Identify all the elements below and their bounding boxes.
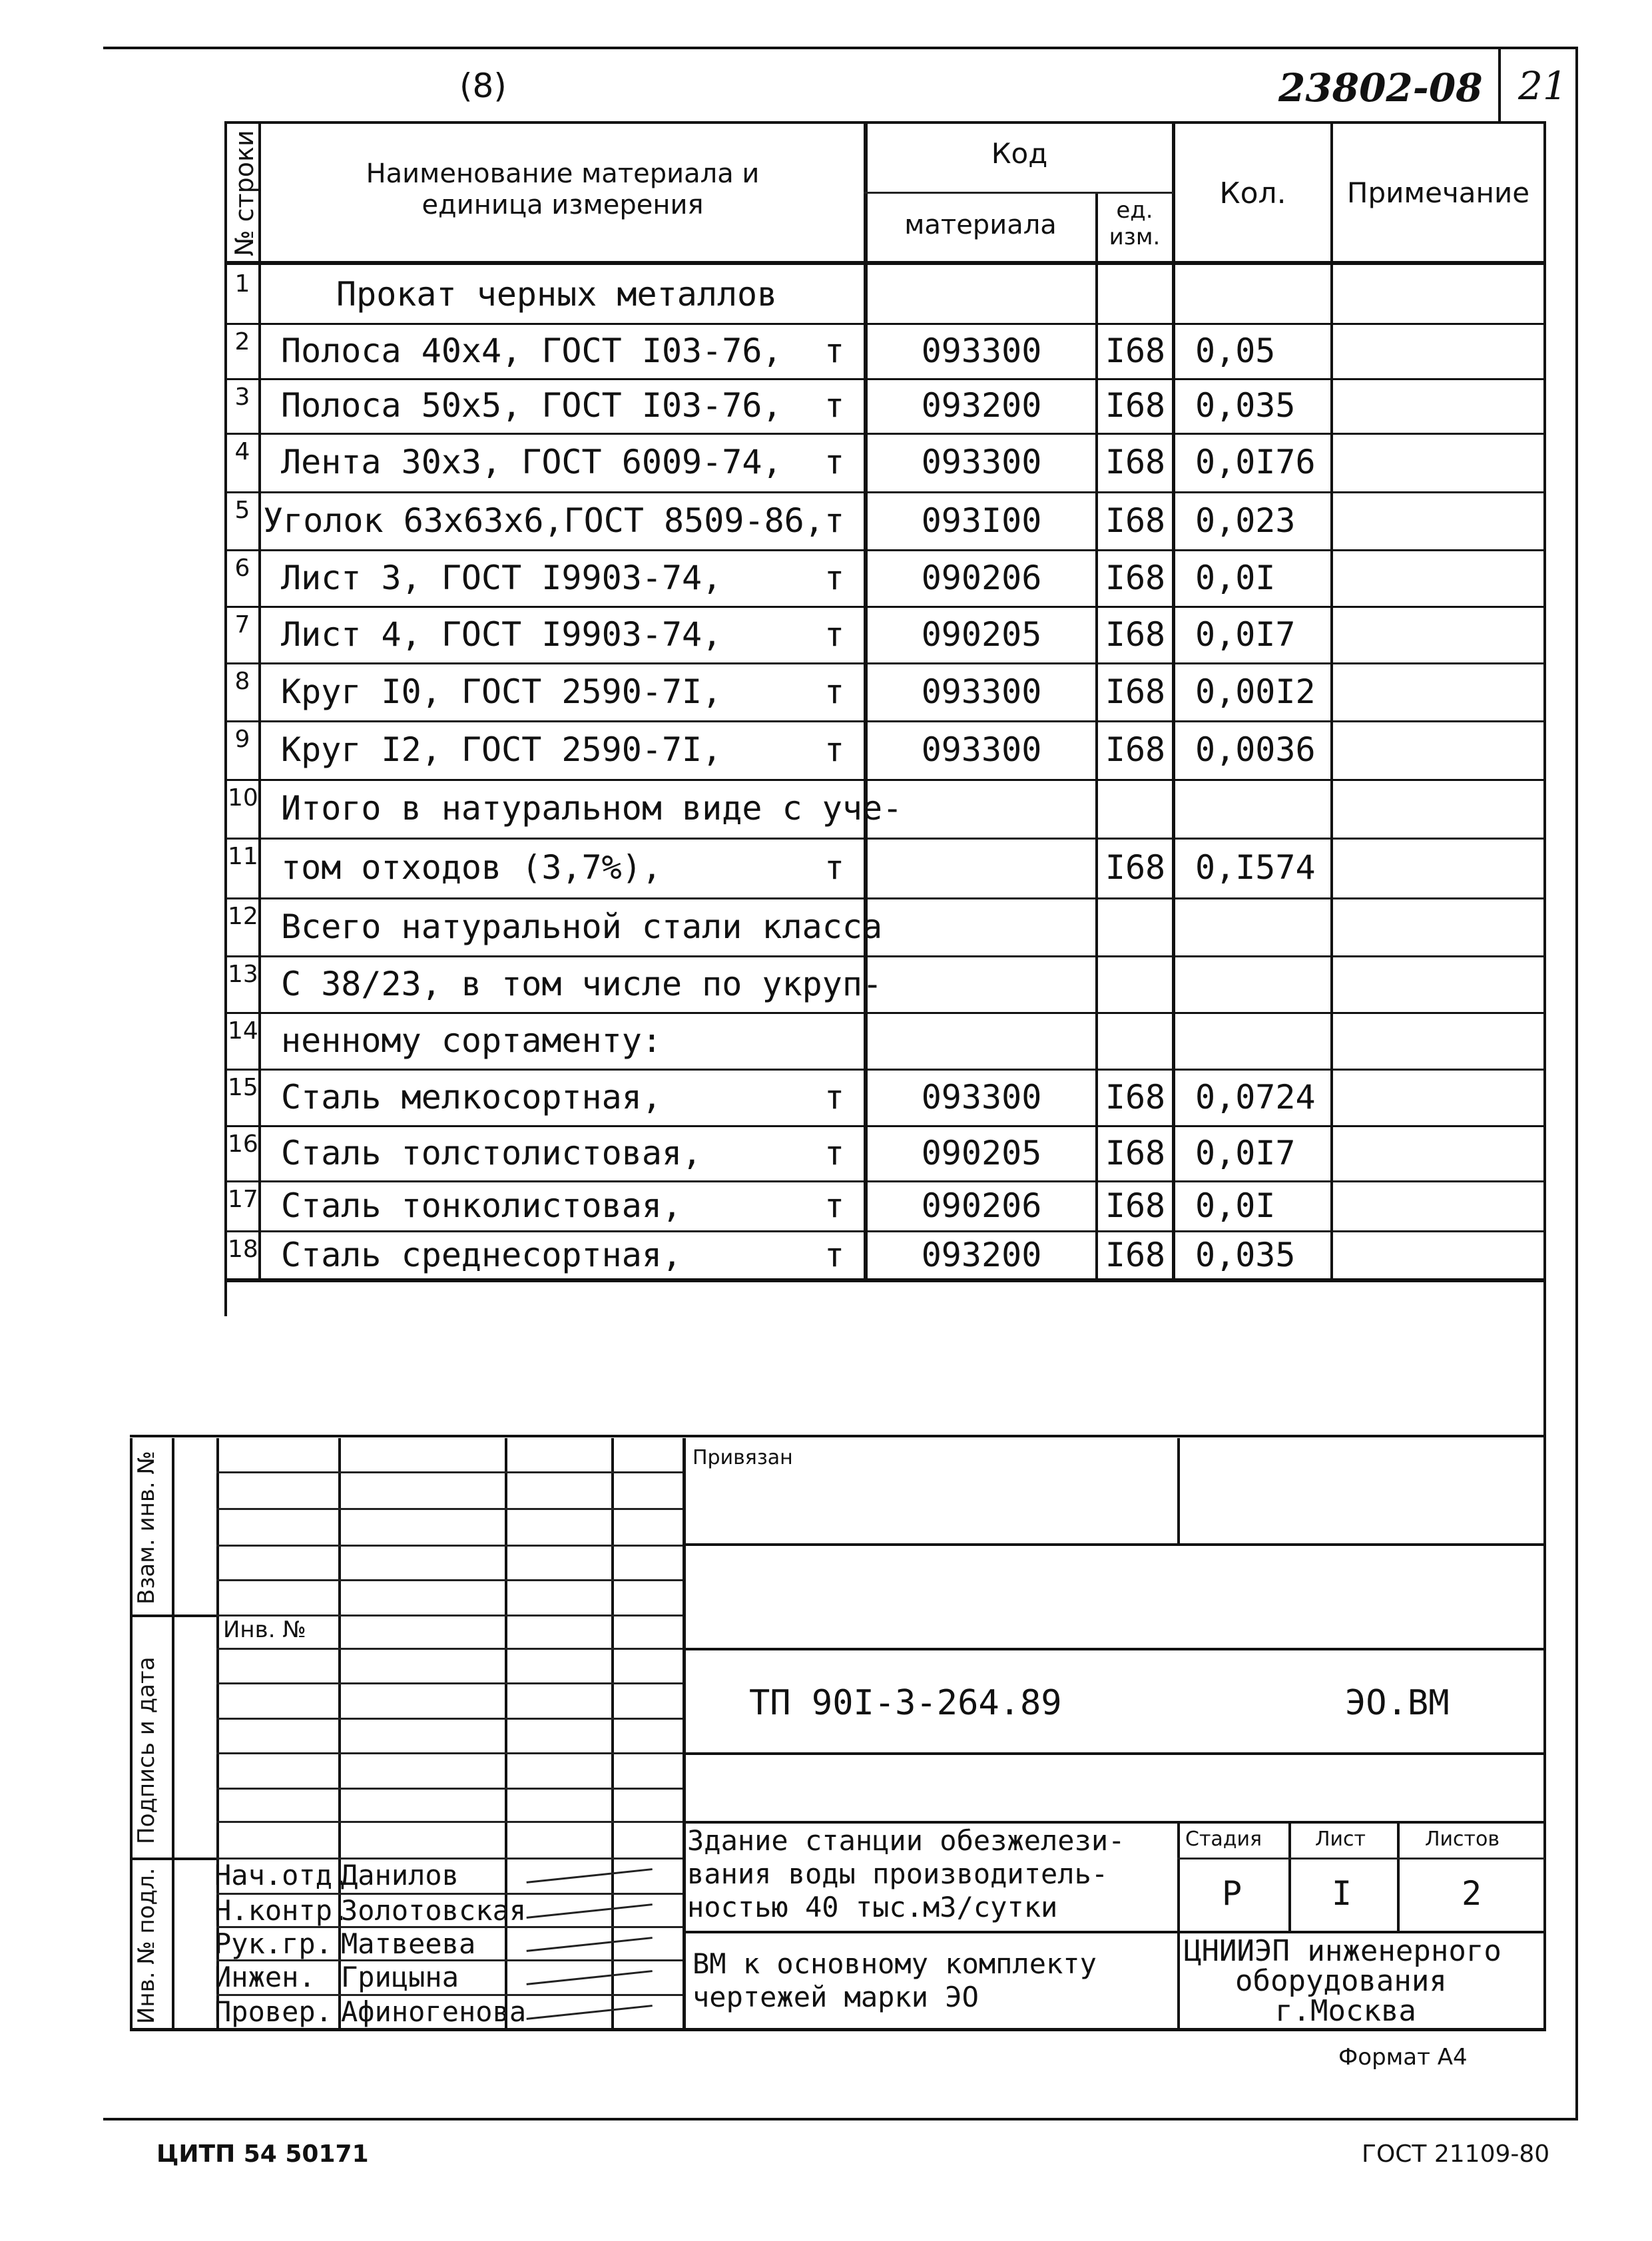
row-qty: 0,0I — [1195, 559, 1276, 597]
org-line2: оборудования — [1235, 1964, 1447, 1998]
row-number: 10 — [228, 784, 258, 812]
row-unit-code: I68 — [1105, 672, 1166, 711]
org-line3: г.Москва — [1275, 1994, 1416, 2028]
tb-bottom — [130, 2028, 1546, 2031]
row-unit: т — [824, 1186, 845, 1225]
col-unit — [1172, 121, 1175, 1280]
row-divider — [224, 720, 1546, 722]
row-unit: т — [824, 730, 845, 769]
format-label: Формат А4 — [1338, 2044, 1468, 2071]
row-unit-code: I68 — [1105, 443, 1166, 481]
row-divider — [224, 897, 1546, 899]
row-qty: 0,I574 — [1195, 848, 1316, 887]
row-qty: 0,0724 — [1195, 1078, 1316, 1117]
row-unit: т — [824, 1134, 845, 1172]
tb-line-a — [683, 1543, 1546, 1546]
row-qty: 0,035 — [1195, 386, 1296, 425]
row-name: Сталь среднесортная, — [281, 1236, 683, 1274]
signature-scribble — [526, 1866, 653, 1883]
row-unit-code: I68 — [1105, 386, 1166, 425]
row-name: Сталь мелкосортная, — [281, 1078, 662, 1117]
row-divider — [224, 549, 1546, 551]
row-unit-code: I68 — [1105, 615, 1166, 654]
row-name: Сталь тонколистовая, — [281, 1186, 683, 1225]
row-divider — [224, 662, 1546, 664]
doc-line2: чертежей марки ЭО — [692, 1981, 979, 2013]
row-divider — [224, 1230, 1546, 1232]
signer-name: Данилов — [341, 1859, 459, 1891]
row-divider — [224, 838, 1546, 840]
row-number: 7 — [234, 611, 250, 638]
building-line1: Здание станции обезжелези- — [687, 1824, 1125, 1857]
sig-col4 — [683, 1438, 686, 2031]
tb-stage-mid — [1288, 1821, 1291, 1931]
sheets-label: Листов — [1425, 1828, 1500, 1851]
header-unit-line1: ед. — [1116, 197, 1153, 224]
row-qty: 0,0I76 — [1195, 443, 1316, 481]
header-unit-line2: изм. — [1109, 224, 1161, 250]
row-name: Итого в натуральном виде с уче- — [281, 789, 903, 828]
row-unit: т — [824, 615, 845, 654]
signature-grid-line — [216, 1648, 683, 1650]
bottom-border — [103, 2118, 1578, 2120]
row-divider — [224, 491, 1546, 493]
row-number: 2 — [234, 328, 250, 356]
row-material-code: 090205 — [921, 1134, 1042, 1172]
col-num — [258, 121, 261, 1280]
row-divider — [224, 606, 1546, 608]
label-podpis: Подпись и дата — [133, 1656, 160, 1844]
signer-role: Н.контр. — [214, 1894, 350, 1927]
row-number: 16 — [228, 1130, 258, 1158]
table-right — [1543, 121, 1546, 1316]
table-bottom — [224, 1278, 1546, 1282]
sheet-label-tb: Лист — [1315, 1828, 1366, 1851]
header-material: материала — [904, 210, 1057, 240]
row-material-code: 090205 — [921, 615, 1042, 654]
signature-grid-line — [216, 1682, 683, 1684]
signature-grid-line — [216, 1579, 683, 1581]
row-divider — [224, 1012, 1546, 1014]
sheet-label: (8) — [459, 67, 507, 105]
building-line2: вания воды производитель- — [687, 1858, 1109, 1890]
row-number: 12 — [228, 903, 258, 930]
row-divider — [224, 1180, 1546, 1182]
row-divider — [224, 955, 1546, 957]
strip-right — [172, 1438, 174, 2031]
doc-mark: ЭО.ВМ — [1345, 1683, 1450, 1723]
inv-no-label: Инв. № — [223, 1617, 306, 1643]
header-row-no: № строки — [230, 130, 259, 256]
row-number: 8 — [234, 668, 250, 695]
row-name: Всего натуральной стали класса — [281, 907, 883, 946]
tb-top — [130, 1435, 1546, 1437]
row-qty: 0,0I — [1195, 1186, 1276, 1225]
header-bottom — [224, 261, 1546, 265]
row-name: Прокат черных металлов — [336, 275, 778, 314]
row-qty: 0,035 — [1195, 1236, 1296, 1274]
designation: ТП 90I-3-264.89 — [749, 1683, 1062, 1723]
row-material-code: 093300 — [921, 672, 1042, 711]
row-unit: т — [824, 559, 845, 597]
row-name: Полоса 50х5, ГОСТ I03-76, — [281, 386, 782, 425]
row-number: 18 — [228, 1236, 258, 1263]
row-number: 4 — [234, 438, 250, 465]
row-unit-code: I68 — [1105, 1186, 1166, 1225]
org-line1: ЦНИИЭП инженерного — [1184, 1934, 1502, 1968]
row-name: Лента 30х3, ГОСТ 6009-74, — [281, 443, 782, 481]
row-material-code: 093300 — [921, 443, 1042, 481]
row-number: 11 — [228, 843, 258, 870]
row-number: 13 — [228, 961, 258, 988]
header-qty: Кол. — [1219, 176, 1286, 210]
signer-name: Афиногенова — [341, 1995, 527, 2028]
tb-line-d — [683, 1821, 1546, 1824]
sheet-value: I — [1332, 1874, 1352, 1913]
row-name: ненному сортаменту: — [281, 1021, 662, 1060]
row-qty: 0,023 — [1195, 501, 1296, 540]
signer-role: Нач.отд. — [214, 1859, 350, 1891]
row-divider — [224, 1069, 1546, 1071]
footer-left: ЦИТП 54 50171 — [156, 2140, 369, 2168]
row-unit: т — [824, 672, 845, 711]
doc-line1: ВМ к основному комплекту — [692, 1947, 1097, 1980]
row-unit: т — [824, 386, 845, 425]
header-name-line1: Наименование материала и — [366, 158, 760, 189]
row-material-code: 093300 — [921, 332, 1042, 370]
signature-grid-line — [216, 1508, 683, 1510]
row-unit: т — [824, 501, 845, 540]
row-name: Уголок 63х63х6,ГОСТ 8509-86, — [263, 501, 824, 540]
row-qty: 0,00I2 — [1195, 672, 1316, 711]
row-number: 14 — [228, 1017, 258, 1045]
privyazan-label: Привязан — [692, 1446, 793, 1469]
header-code: Код — [991, 137, 1048, 170]
row-unit-code: I68 — [1105, 1078, 1166, 1117]
row-material-code: 093200 — [921, 1236, 1042, 1274]
row-unit: т — [824, 848, 845, 887]
row-unit-code: I68 — [1105, 1236, 1166, 1274]
signer-name: Матвеева — [341, 1927, 476, 1960]
right-border — [1575, 47, 1578, 2120]
signer-name: Грицына — [341, 1961, 459, 1993]
row-divider — [224, 1125, 1546, 1127]
row-unit: т — [824, 332, 845, 370]
signature-grid-line — [216, 1821, 683, 1823]
table-top — [224, 121, 1546, 124]
col-qty — [1330, 121, 1333, 1280]
row-number: 17 — [228, 1186, 258, 1213]
row-material-code: 090206 — [921, 559, 1042, 597]
doc-number: 23802-08 — [1278, 65, 1483, 111]
row-name: Лист 3, ГОСТ I9903-74, — [281, 559, 722, 597]
row-divider — [224, 779, 1546, 781]
header-note: Примечание — [1346, 176, 1530, 209]
row-name: Круг I2, ГОСТ 2590-7I, — [281, 730, 722, 769]
row-number: 15 — [228, 1074, 258, 1101]
stage-value: Р — [1222, 1874, 1242, 1913]
row-number: 6 — [234, 555, 250, 582]
row-divider — [224, 323, 1546, 325]
signature-grid-line — [216, 1788, 683, 1790]
code-split — [864, 192, 1173, 194]
row-unit: т — [824, 1078, 845, 1117]
row-number: 1 — [234, 270, 250, 298]
signature-grid-line — [216, 1718, 683, 1720]
row-name: Лист 4, ГОСТ I9903-74, — [281, 615, 722, 654]
row-name: том отходов (3,7%), — [281, 848, 662, 887]
signer-role: Провер. — [214, 1995, 333, 2028]
row-name: Сталь толстолистовая, — [281, 1134, 702, 1172]
signature-grid-line — [216, 1471, 683, 1473]
row-material-code: 093300 — [921, 730, 1042, 769]
signature-scribble — [526, 2002, 653, 2020]
row-unit-code: I68 — [1105, 848, 1166, 887]
row-material-code: 093I00 — [921, 501, 1042, 540]
label-inv-podl: Инв. № подл. — [133, 1868, 160, 2024]
header-name-line2: единица измерения — [421, 190, 704, 220]
top-border — [103, 47, 1578, 49]
building-line3: ностью 40 тыс.м3/сутки — [687, 1891, 1058, 1923]
row-name: Полоса 40х4, ГОСТ I03-76, — [281, 332, 782, 370]
page-number-divider — [1498, 47, 1501, 121]
tb-line-e — [683, 1931, 1546, 1933]
privyazan-split — [1177, 1438, 1180, 1545]
row-unit-code: I68 — [1105, 730, 1166, 769]
row-divider — [224, 378, 1546, 380]
row-material-code: 093200 — [921, 386, 1042, 425]
strip-split2 — [130, 1858, 216, 1860]
table-left — [224, 121, 227, 1316]
row-qty: 0,0036 — [1195, 730, 1316, 769]
label-vzam: Взам. инв. № — [133, 1451, 160, 1605]
row-unit-code: I68 — [1105, 1134, 1166, 1172]
signature-scribble — [526, 1934, 653, 1952]
row-unit-code: I68 — [1105, 559, 1166, 597]
tb-right — [1543, 1278, 1546, 2031]
row-number: 3 — [234, 383, 250, 411]
signature-scribble — [526, 1901, 653, 1919]
tb-stage-split — [1177, 1858, 1545, 1860]
row-name: Круг I0, ГОСТ 2590-7I, — [281, 672, 722, 711]
signer-name: Золотовская — [341, 1894, 527, 1927]
tb-stage-right — [1397, 1821, 1400, 1931]
row-qty: 0,0I7 — [1195, 615, 1296, 654]
row-qty: 0,05 — [1195, 332, 1276, 370]
row-material-code: 093300 — [921, 1078, 1042, 1117]
row-number: 5 — [234, 497, 250, 524]
row-material-code: 090206 — [921, 1186, 1042, 1225]
row-unit-code: I68 — [1105, 501, 1166, 540]
row-name: С 38/23, в том числе по укруп- — [281, 965, 883, 1003]
signature-grid-line — [216, 1752, 683, 1754]
strip-split1 — [130, 1615, 216, 1617]
row-qty: 0,0I7 — [1195, 1134, 1296, 1172]
tb-line-c — [683, 1752, 1546, 1755]
stage-label: Стадия — [1185, 1828, 1262, 1851]
page-number: 21 — [1518, 63, 1567, 109]
signature-scribble — [526, 1967, 653, 1985]
strip-left — [130, 1438, 133, 2031]
sheets-value: 2 — [1462, 1874, 1482, 1913]
footer-right: ГОСТ 21109-80 — [1362, 2140, 1550, 2168]
signer-role: Рук.гр. — [214, 1927, 333, 1960]
signer-role: Инжен. — [214, 1961, 316, 1993]
row-number: 9 — [234, 726, 250, 753]
row-unit: т — [824, 443, 845, 481]
tb-stage-left — [1177, 1821, 1180, 2031]
row-unit: т — [824, 1236, 845, 1274]
row-unit-code: I68 — [1105, 332, 1166, 370]
row-divider — [224, 433, 1546, 435]
tb-line-b — [683, 1648, 1546, 1650]
sig-col2 — [505, 1438, 507, 2031]
col-mat — [1095, 193, 1098, 1280]
signature-grid-line — [216, 1545, 683, 1547]
